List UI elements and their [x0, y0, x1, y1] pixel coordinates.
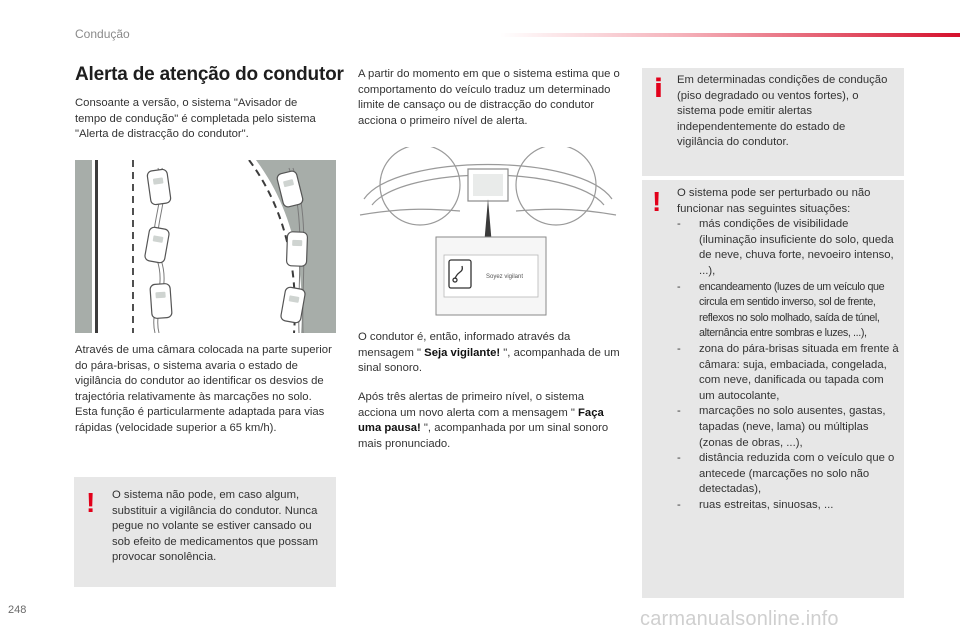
- situation-item: - zona do pára-brisas situada em frente à câmara: suja, embaciada, congelada, com neve, danificada ou tapada com um autocolante,: [677, 342, 899, 404]
- info-icon: i: [654, 74, 663, 104]
- first-alert-message: Seja vigilante!: [424, 346, 501, 359]
- road-paragraph: Esta função é particularmente adaptada para vias rápidas (velocidade superior a 65 km/h).: [75, 406, 325, 434]
- situation-item: - encandeamento (luzes de um veículo que circula em sentido inverso, sol de frente, reflexos no solo molhado, saída de túnel, alternância entre sombras e luzes, ...),: [677, 280, 899, 342]
- warning-box-right: [642, 180, 904, 598]
- warning-icon: !: [652, 186, 662, 217]
- page-title: Alerta de atenção do condutor: [75, 64, 344, 85]
- warning-right-content: [677, 186, 899, 513]
- warning-icon: !: [86, 487, 96, 518]
- section-label: Condução: [75, 27, 130, 41]
- situation-item: - más condições de visibilidade (iluminação insuficiente do solo, queda de neve, chuva forte, nevoeiro intenso, ...),: [677, 217, 899, 279]
- header-accent-rule: [500, 33, 960, 37]
- camera-paragraph: Através de uma câmara colocada na parte superior do pára-brisas, o sistema avaria o estado de vigilância do condutor ao identificar os desvios de trajectória relativamente às marcações no solo.: [75, 344, 332, 403]
- warning-left-text: O sistema não pode, em caso algum, substituir a vigilância do condutor. Nunca pegue no volante se estiver cansado ou sob efeito de medicamentos que possam provocar sonolência.: [112, 489, 318, 564]
- dashboard-diagram: [356, 147, 620, 317]
- first-alert-paragraph: [358, 330, 620, 377]
- lane-diagram: [75, 160, 336, 333]
- camera-description: [75, 343, 337, 437]
- info-box-text: Em determinadas condições de condução (piso degradado ou ventos fortes), o sistema pode emitir alertas independentemente do estado de vigilância do condutor.: [677, 74, 888, 149]
- alert-threshold-paragraph: A partir do momento em que o sistema estima que o comportamento do veículo traduz um determinado limite de cansaço ou de distracção do condutor acciona o primeiro nível de alerta.: [358, 68, 620, 127]
- second-alert-text-a: Após três alertas de primeiro nível, o sistema acciona um novo alerta com a mensagem ": [358, 391, 585, 419]
- first-alert-text-a: O condutor é, então, informado através da mensagem ": [358, 331, 571, 359]
- first-alert-text-b: ", acompanhada de um sinal sonoro.: [358, 346, 620, 375]
- watermark: carmanualsonline.info: [640, 608, 839, 630]
- page-number: 248: [8, 604, 27, 616]
- intro-paragraph: Consoante a versão, o sistema "Avisador de tempo de condução" é completada pelo sistema "Alerta de distracção do condutor".: [75, 97, 316, 141]
- situation-item: - ruas estreitas, sinuosas, ...: [677, 498, 899, 514]
- warning-right-intro: O sistema pode ser perturbado ou não funcionar nas seguintes situações:: [677, 187, 871, 215]
- second-alert-text-b: ", acompanhada por um sinal sonoro mais pronunciado.: [358, 422, 609, 450]
- second-alert-message: Faça uma pausa!: [358, 406, 604, 435]
- road-shoulder-left: [75, 160, 92, 333]
- road-edge-line: [95, 160, 98, 333]
- situation-item: - marcações no solo ausentes, gastas, tapadas (neve, lama) ou múltiplas (zonas de obras, ...),: [677, 404, 899, 451]
- info-box: [642, 68, 904, 176]
- situation-item: - distância reduzida com o veículo que o antecede (marcações no solo não detectadas),: [677, 451, 899, 498]
- display-message: Soyez vigilant: [486, 274, 524, 280]
- warning-box-left: [74, 477, 336, 587]
- second-alert-paragraph: [358, 390, 620, 452]
- situations-list: [677, 217, 899, 513]
